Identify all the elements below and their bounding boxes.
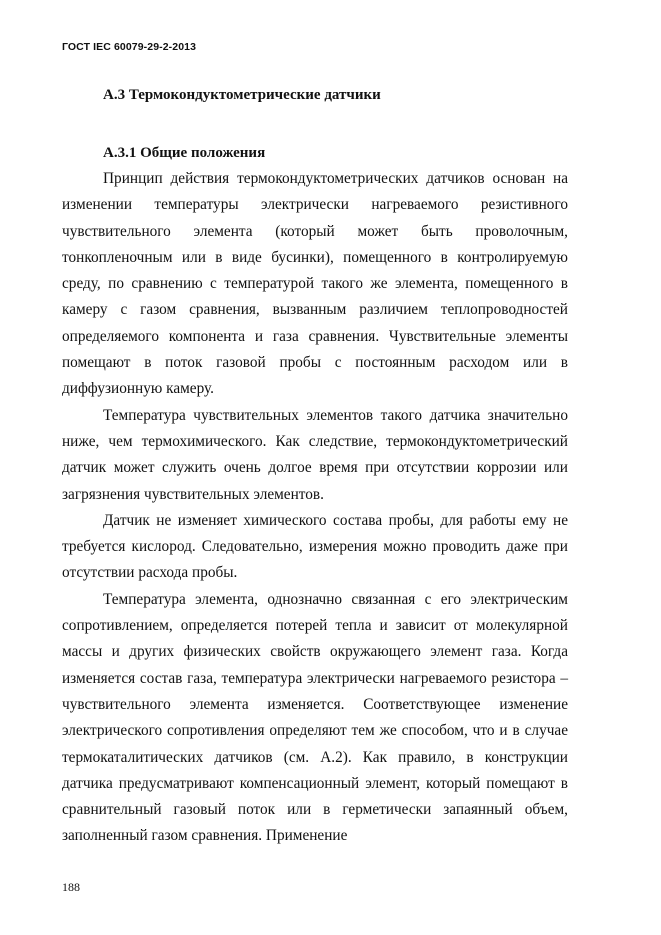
document-standard-header: ГОСТ IEC 60079-29-2-2013 [62,41,197,53]
paragraph-composition: Датчик не изменяет химического состава пробы, для работы ему не требуется кислород. Следовательно, измерения можно проводить даже при отсутствии расхода пробы. [62,511,568,582]
subsection-title: А.3.1 Общие положения [103,145,266,161]
paragraph-temperature: Температура чувствительных элементов такого датчика значительно ниже, чем термохимического. Как следствие, термокондуктометрический датчик может служить очень долгое время при отсутствии коррозии или загрязнения чувствительных элементов. [62,406,568,503]
section-title: А.3 Термокондуктометрические датчики [103,87,381,103]
page-number: 188 [62,880,80,894]
body-text [62,166,568,850]
paragraph-principle: Принцип действия термокондуктометрических датчиков основан на изменении температуры электрически нагреваемого резистивного чувствительного элемента (который может быть проволочным, тонкопленочным или в виде бусинки), помещенного в контролируемую среду, по сравнению с температурой такого же элемента, помещенного в камеру с газом сравнения, вызванным различием теплопроводностей определяемого компонента и газа сравнения. Чувствительные элементы помещают в поток газовой пробы с постоянным расходом или в диффузионную камеру. [62,170,568,398]
paragraph-resistance: Температура элемента, однозначно связанная с его электрическим сопротивлением, определяется потерей тепла и зависит от молекулярной массы и других физических свойств окружающего элемент газа. Когда изменяется состав газа, температура электрически нагреваемого резистора – чувствительного элемента изменяется. Соответствующее изменение электрического сопротивления определяют тем же способом, что и в случае термокаталитических датчиков (см. А.2). Как правило, в конструкции датчика предусматривают компенсационный элемент, который помещают в сравнительный газовый поток или в герметически запаянный объем, заполненный газом сравнения. Применение [62,590,568,845]
